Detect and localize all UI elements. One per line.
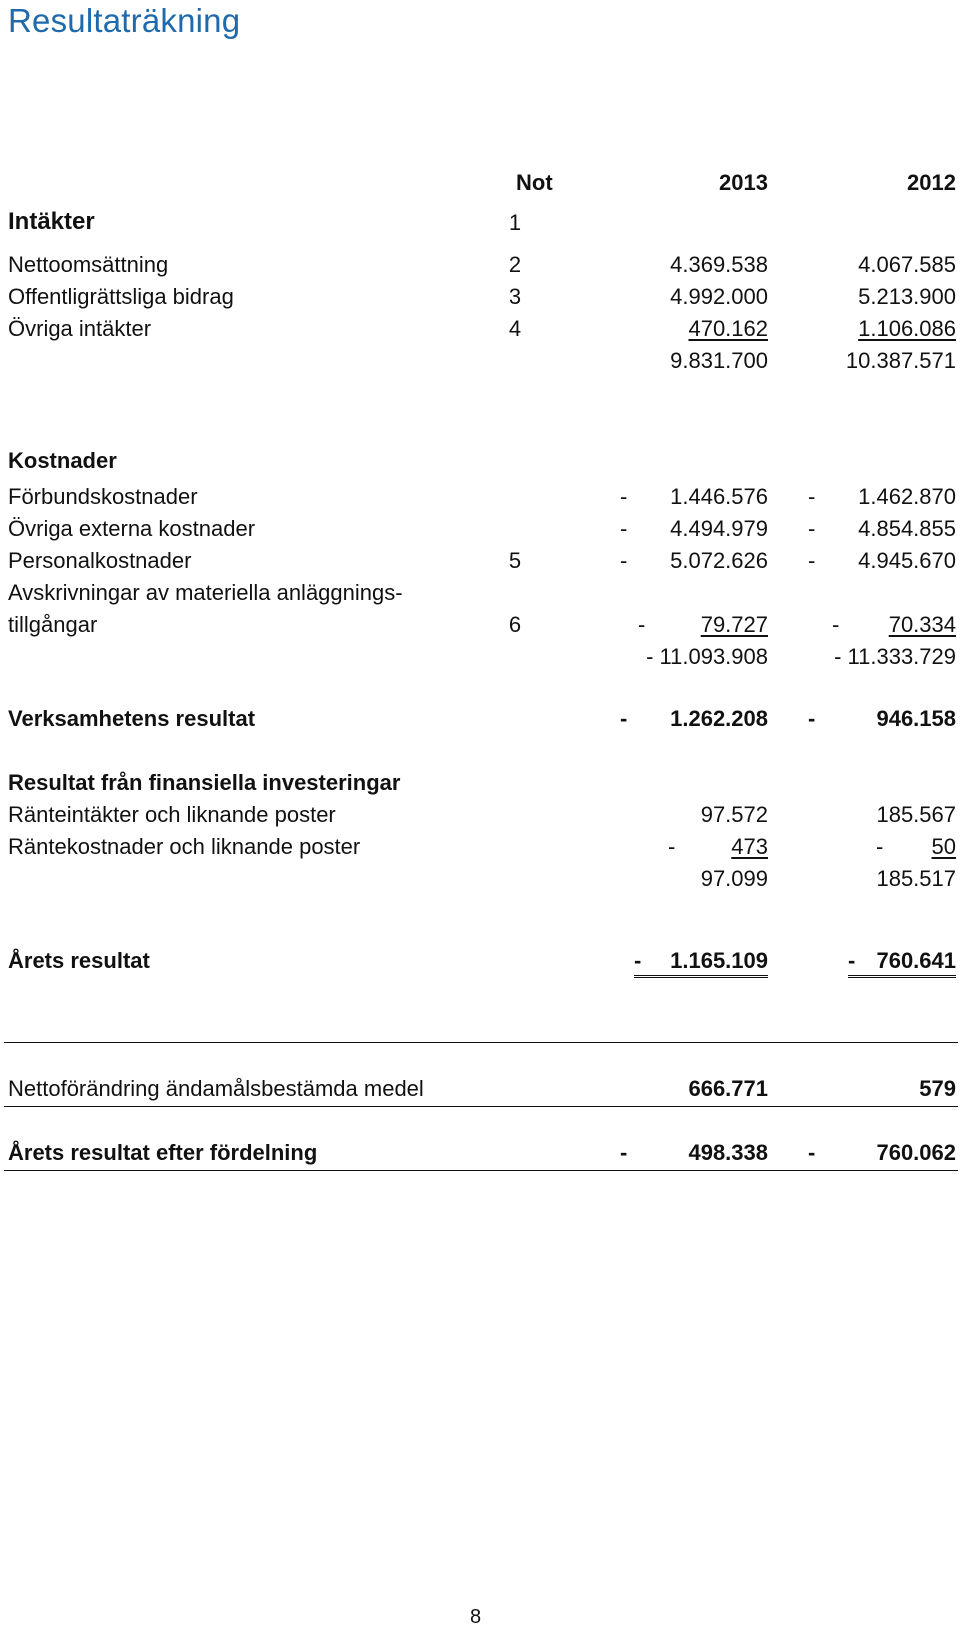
row-label: tillgångar <box>8 612 98 637</box>
row-label: Övriga externa kostnader <box>8 516 256 541</box>
income-total-2013: 9.831.700 <box>670 348 768 373</box>
row-label: Förbundskostnader <box>8 484 198 509</box>
operating-result-row <box>0 706 960 740</box>
value-2012: 1.106.086 <box>858 316 956 341</box>
value-2012: - 4.945.670 <box>808 548 956 573</box>
row-label: Offentligrättsliga bidrag <box>8 284 234 309</box>
costs-heading: Kostnader <box>8 448 117 473</box>
financial-total-2012: 185.517 <box>876 866 956 891</box>
page-title: Resultaträkning <box>8 2 241 39</box>
value-2012: 5.213.900 <box>858 284 956 309</box>
divider <box>4 1170 958 1171</box>
value-2013: - 4.494.979 <box>620 516 768 541</box>
value-2012: - 70.334 <box>832 612 956 637</box>
value-2012: - 50 <box>876 834 956 859</box>
value-2013: 4.992.000 <box>670 284 768 309</box>
row-note: 3 <box>508 284 522 309</box>
table-row <box>0 548 960 582</box>
value-2012: 4.067.585 <box>858 252 956 277</box>
row-label: Nettoförändring ändamålsbestämda medel <box>8 1076 424 1101</box>
value-2013: 4.369.538 <box>670 252 768 277</box>
row-note: 4 <box>508 316 522 341</box>
income-heading-row <box>0 208 960 242</box>
value-2012: - 4.854.855 <box>808 516 956 541</box>
annual-result-row <box>0 948 960 982</box>
table-row <box>0 802 960 836</box>
divider <box>4 1106 958 1107</box>
costs-heading-row <box>0 448 960 482</box>
value-2013: - 1.446.576 <box>620 484 768 509</box>
net-change-row <box>0 1076 960 1110</box>
value-2013: - 498.338 <box>620 1140 768 1165</box>
value-2013: 470.162 <box>688 316 768 341</box>
income-heading: Intäkter <box>8 208 95 235</box>
table-row <box>0 612 960 646</box>
column-header-2013: 2013 <box>719 170 768 195</box>
page-number: 8 <box>470 1606 482 1628</box>
financial-total-2013: 97.099 <box>700 866 768 891</box>
value-2012: - 760.641 <box>800 948 956 978</box>
row-label: Nettoomsättning <box>8 252 169 277</box>
table-row-multiline-label <box>0 580 960 614</box>
financial-heading: Resultat från finansiella investeringar <box>8 770 401 795</box>
row-label: Räntekostnader och liknande poster <box>8 834 361 859</box>
income-total-row <box>0 348 960 382</box>
row-label: Årets resultat <box>8 948 150 973</box>
value-2013: - 5.072.626 <box>620 548 768 573</box>
row-label: Övriga intäkter <box>8 316 152 341</box>
row-label: Verksamhetens resultat <box>8 706 256 731</box>
row-label: Årets resultat efter fördelning <box>8 1140 318 1165</box>
table-row <box>0 316 960 350</box>
table-row <box>0 516 960 550</box>
income-heading-note: 1 <box>508 210 522 235</box>
value-2012: 185.567 <box>876 802 956 827</box>
value-2012: - 1.462.870 <box>808 484 956 509</box>
value-2013: - 1.165.109 <box>620 948 768 978</box>
value-2013: 666.771 <box>688 1076 768 1101</box>
value-2013: - 473 <box>668 834 768 859</box>
value-2012: 579 <box>919 1076 956 1101</box>
row-label: Avskrivningar av materiella anläggnings- <box>8 580 403 605</box>
table-row <box>0 834 960 868</box>
costs-total-2013: - 11.093.908 <box>646 644 768 669</box>
row-note: 5 <box>508 548 522 573</box>
costs-total-2012: - 11.333.729 <box>834 644 956 669</box>
value-2012: - 946.158 <box>808 706 956 731</box>
income-total-2012: 10.387.571 <box>845 348 956 373</box>
value-2013: - 1.262.208 <box>620 706 768 731</box>
row-note: 2 <box>508 252 522 277</box>
table-row <box>0 252 960 286</box>
value-2013: 97.572 <box>700 802 768 827</box>
table-row <box>0 484 960 518</box>
financial-total-row <box>0 866 960 900</box>
value-2013: - 79.727 <box>638 612 768 637</box>
row-note: 6 <box>508 612 522 637</box>
value-2012: - 760.062 <box>808 1140 956 1165</box>
result-after-allocation-row <box>0 1140 960 1174</box>
column-header-2012: 2012 <box>907 170 956 195</box>
column-header-note: Not <box>516 170 553 195</box>
row-label: Personalkostnader <box>8 548 192 573</box>
divider <box>4 1042 958 1043</box>
costs-total-row <box>0 644 960 678</box>
financial-heading-row <box>0 770 960 804</box>
table-row <box>0 284 960 318</box>
row-label: Ränteintäkter och liknande poster <box>8 802 336 827</box>
